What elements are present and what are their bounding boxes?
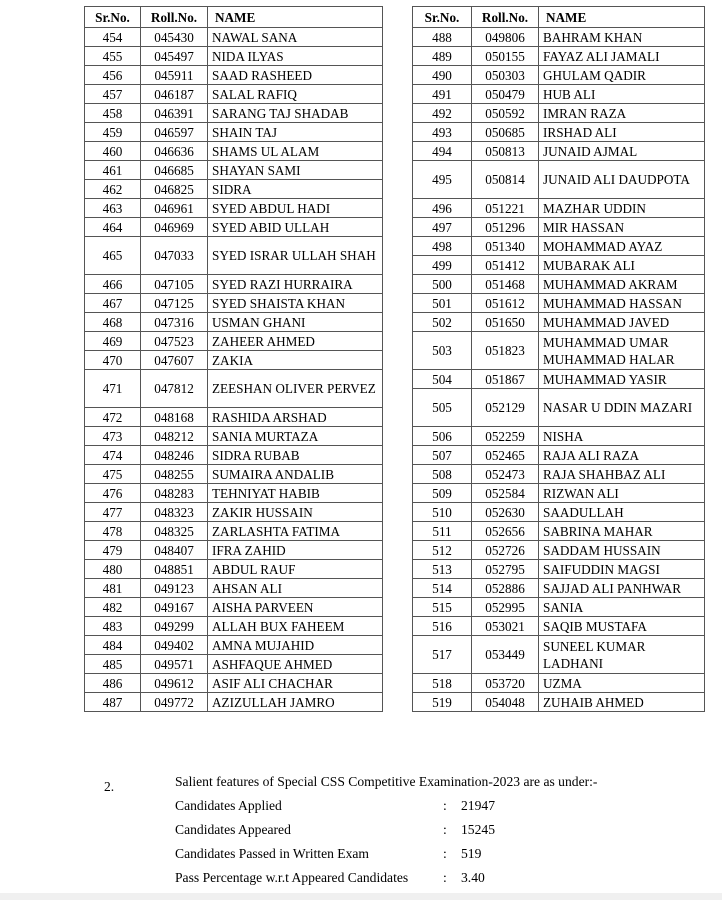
table-header-row <box>85 7 383 28</box>
table-row <box>413 522 705 541</box>
table-row <box>85 427 383 446</box>
cell-sr-no: 497 <box>413 218 472 237</box>
cell-name: SHAIN TAJ <box>208 123 383 142</box>
table-row <box>85 275 383 294</box>
cell-sr-no: 496 <box>413 199 472 218</box>
cell-name: SARANG TAJ SHADAB <box>208 104 383 123</box>
cell-sr-no: 484 <box>85 636 141 655</box>
cell-roll-no: 047607 <box>141 351 208 370</box>
cell-roll-no: 052726 <box>472 541 539 560</box>
table-row <box>413 275 705 294</box>
cell-name: AHSAN ALI <box>208 579 383 598</box>
cell-roll-no: 047316 <box>141 313 208 332</box>
cell-sr-no: 480 <box>85 560 141 579</box>
cell-name: AZIZULLAH JAMRO <box>208 693 383 712</box>
cell-roll-no: 047523 <box>141 332 208 351</box>
cell-sr-no: 512 <box>413 541 472 560</box>
table-row <box>85 636 383 655</box>
cell-sr-no: 511 <box>413 522 472 541</box>
cell-roll-no: 051612 <box>472 294 539 313</box>
cell-roll-no: 045430 <box>141 28 208 47</box>
cell-roll-no: 047105 <box>141 275 208 294</box>
cell-roll-no: 048323 <box>141 503 208 522</box>
cell-name: SIDRA RUBAB <box>208 446 383 465</box>
cell-roll-no: 047033 <box>141 237 208 275</box>
cell-sr-no: 505 <box>413 389 472 427</box>
cell-sr-no: 457 <box>85 85 141 104</box>
cell-sr-no: 501 <box>413 294 472 313</box>
cell-roll-no: 048325 <box>141 522 208 541</box>
cell-roll-no: 048246 <box>141 446 208 465</box>
cell-sr-no: 466 <box>85 275 141 294</box>
table-row <box>85 142 383 161</box>
cell-roll-no: 051296 <box>472 218 539 237</box>
table-row <box>413 123 705 142</box>
cell-sr-no: 486 <box>85 674 141 693</box>
table-row <box>85 598 383 617</box>
cell-roll-no: 048212 <box>141 427 208 446</box>
cell-roll-no: 051340 <box>472 237 539 256</box>
cell-sr-no: 487 <box>85 693 141 712</box>
cell-name: JUNAID ALI DAUDPOTA <box>539 161 705 199</box>
cell-sr-no: 455 <box>85 47 141 66</box>
cell-name: RAJA ALI RAZA <box>539 446 705 465</box>
cell-name: MOHAMMAD AYAZ <box>539 237 705 256</box>
cell-name: SAJJAD ALI PANHWAR <box>539 579 705 598</box>
cell-roll-no: 048168 <box>141 408 208 427</box>
table-row <box>85 674 383 693</box>
table-row <box>413 218 705 237</box>
table-row <box>413 332 705 370</box>
cell-roll-no: 049772 <box>141 693 208 712</box>
column-header-roll-no: Roll.No. <box>141 7 208 28</box>
cell-roll-no: 049571 <box>141 655 208 674</box>
page-bottom-band <box>0 893 722 900</box>
cell-roll-no: 051412 <box>472 256 539 275</box>
table-row <box>85 617 383 636</box>
cell-name: NAWAL SANA <box>208 28 383 47</box>
cell-sr-no: 460 <box>85 142 141 161</box>
cell-name: FAYAZ ALI JAMALI <box>539 47 705 66</box>
column-header-roll-no: Roll.No. <box>472 7 539 28</box>
cell-name: SALAL RAFIQ <box>208 85 383 104</box>
cell-roll-no: 045497 <box>141 47 208 66</box>
cell-sr-no: 499 <box>413 256 472 275</box>
table-row <box>85 28 383 47</box>
table-body-left <box>85 28 383 712</box>
cell-roll-no: 051221 <box>472 199 539 218</box>
cell-name: HUB ALI <box>539 85 705 104</box>
table-row <box>413 484 705 503</box>
table-body-right <box>413 28 705 712</box>
cell-sr-no: 483 <box>85 617 141 636</box>
cell-sr-no: 475 <box>85 465 141 484</box>
cell-sr-no: 481 <box>85 579 141 598</box>
table-row <box>85 313 383 332</box>
cell-roll-no: 052656 <box>472 522 539 541</box>
cell-roll-no: 051867 <box>472 370 539 389</box>
table-row <box>413 541 705 560</box>
cell-sr-no: 502 <box>413 313 472 332</box>
summary-stat-row <box>175 794 695 818</box>
cell-sr-no: 517 <box>413 636 472 674</box>
cell-sr-no: 464 <box>85 218 141 237</box>
cell-name: JUNAID AJMAL <box>539 142 705 161</box>
cell-roll-no: 052795 <box>472 560 539 579</box>
table-header-row <box>413 7 705 28</box>
table-row <box>85 522 383 541</box>
cell-roll-no: 050685 <box>472 123 539 142</box>
table-row <box>413 199 705 218</box>
column-header-sr-no: Sr.No. <box>85 7 141 28</box>
cell-name: ASIF ALI CHACHAR <box>208 674 383 693</box>
table-row <box>85 294 383 313</box>
table-row <box>85 161 383 180</box>
summary-stat-colon: : <box>443 846 447 861</box>
cell-roll-no: 046825 <box>141 180 208 199</box>
table-row <box>85 104 383 123</box>
cell-name: RASHIDA ARSHAD <box>208 408 383 427</box>
table-row <box>413 579 705 598</box>
cell-sr-no: 518 <box>413 674 472 693</box>
cell-name: TEHNIYAT HABIB <box>208 484 383 503</box>
table-row <box>413 47 705 66</box>
cell-name: SYED ISRAR ULLAH SHAH <box>208 237 383 275</box>
cell-name: ALLAH BUX FAHEEM <box>208 617 383 636</box>
summary-stat-colon: : <box>443 798 447 813</box>
table-row <box>85 408 383 427</box>
table-row <box>85 180 383 199</box>
summary-stat-value: 3.40 <box>461 870 485 885</box>
cell-sr-no: 461 <box>85 161 141 180</box>
cell-sr-no: 471 <box>85 370 141 408</box>
results-table-left <box>84 6 383 712</box>
cell-name: SYED ABDUL HADI <box>208 199 383 218</box>
cell-roll-no: 052886 <box>472 579 539 598</box>
results-table-right <box>412 6 705 712</box>
cell-sr-no: 490 <box>413 66 472 85</box>
table-row <box>85 465 383 484</box>
table-row <box>413 674 705 693</box>
cell-sr-no: 495 <box>413 161 472 199</box>
summary-list-marker: 2. <box>104 779 115 794</box>
table-row <box>413 28 705 47</box>
table-row <box>413 598 705 617</box>
cell-sr-no: 469 <box>85 332 141 351</box>
table-row <box>85 332 383 351</box>
cell-roll-no: 049167 <box>141 598 208 617</box>
table-row <box>413 636 705 674</box>
table-row <box>413 142 705 161</box>
table-row <box>413 465 705 484</box>
cell-sr-no: 500 <box>413 275 472 294</box>
cell-name: MAZHAR UDDIN <box>539 199 705 218</box>
cell-sr-no: 509 <box>413 484 472 503</box>
summary-stat-row <box>175 842 695 866</box>
cell-name: ASHFAQUE AHMED <box>208 655 383 674</box>
table-row <box>85 47 383 66</box>
cell-roll-no: 049402 <box>141 636 208 655</box>
cell-roll-no: 050303 <box>472 66 539 85</box>
cell-roll-no: 047812 <box>141 370 208 408</box>
cell-sr-no: 463 <box>85 199 141 218</box>
cell-name: ZAHEER AHMED <box>208 332 383 351</box>
cell-sr-no: 491 <box>413 85 472 104</box>
summary-heading: Salient features of Special CSS Competitive Examination-2023 are as under:- <box>175 774 598 789</box>
cell-roll-no: 054048 <box>472 693 539 712</box>
cell-roll-no: 048851 <box>141 560 208 579</box>
cell-sr-no: 485 <box>85 655 141 674</box>
summary-stat-label: Candidates Passed in Written Exam <box>175 846 370 861</box>
cell-sr-no: 474 <box>85 446 141 465</box>
table-row <box>85 85 383 104</box>
table-row <box>413 560 705 579</box>
cell-sr-no: 472 <box>85 408 141 427</box>
cell-roll-no: 046961 <box>141 199 208 218</box>
cell-roll-no: 048283 <box>141 484 208 503</box>
cell-name: SAADULLAH <box>539 503 705 522</box>
cell-sr-no: 493 <box>413 123 472 142</box>
cell-name: RAJA SHAHBAZ ALI <box>539 465 705 484</box>
cell-name: SHAYAN SAMI <box>208 161 383 180</box>
cell-name: MUHAMMAD AKRAM <box>539 275 705 294</box>
table-row <box>85 218 383 237</box>
cell-roll-no: 046636 <box>141 142 208 161</box>
cell-name: IFRA ZAHID <box>208 541 383 560</box>
cell-roll-no: 048407 <box>141 541 208 560</box>
table-row <box>85 503 383 522</box>
cell-roll-no: 049123 <box>141 579 208 598</box>
summary-stat-colon: : <box>443 870 447 885</box>
cell-sr-no: 507 <box>413 446 472 465</box>
cell-name: RIZWAN ALI <box>539 484 705 503</box>
cell-sr-no: 503 <box>413 332 472 370</box>
cell-name: AMNA MUJAHID <box>208 636 383 655</box>
cell-sr-no: 506 <box>413 427 472 446</box>
cell-sr-no: 504 <box>413 370 472 389</box>
cell-name: NISHA <box>539 427 705 446</box>
cell-roll-no: 053720 <box>472 674 539 693</box>
table-row <box>413 294 705 313</box>
cell-name: BAHRAM KHAN <box>539 28 705 47</box>
cell-name: ZEESHAN OLIVER PERVEZ <box>208 370 383 408</box>
cell-roll-no: 051823 <box>472 332 539 370</box>
table-row <box>413 370 705 389</box>
cell-name: SIDRA <box>208 180 383 199</box>
cell-name: MUHAMMAD HASSAN <box>539 294 705 313</box>
column-header-name: NAME <box>208 7 383 28</box>
cell-roll-no: 046969 <box>141 218 208 237</box>
cell-roll-no: 052259 <box>472 427 539 446</box>
cell-roll-no: 053021 <box>472 617 539 636</box>
cell-roll-no: 052465 <box>472 446 539 465</box>
cell-roll-no: 046187 <box>141 85 208 104</box>
cell-name: SHAMS UL ALAM <box>208 142 383 161</box>
cell-sr-no: 465 <box>85 237 141 275</box>
cell-roll-no: 050813 <box>472 142 539 161</box>
cell-name: SAAD RASHEED <box>208 66 383 85</box>
summary-stat-label: Candidates Applied <box>175 798 282 813</box>
cell-name: ZARLASHTA FATIMA <box>208 522 383 541</box>
table-header-right <box>413 7 705 28</box>
table-row <box>413 256 705 275</box>
cell-sr-no: 458 <box>85 104 141 123</box>
cell-roll-no: 049299 <box>141 617 208 636</box>
cell-name: MUBARAK ALI <box>539 256 705 275</box>
table-header-left <box>85 7 383 28</box>
table-row <box>413 161 705 199</box>
table-row <box>85 560 383 579</box>
cell-roll-no: 052995 <box>472 598 539 617</box>
cell-name: SADDAM HUSSAIN <box>539 541 705 560</box>
cell-roll-no: 051468 <box>472 275 539 294</box>
summary-stat-value: 519 <box>461 846 482 861</box>
cell-sr-no: 510 <box>413 503 472 522</box>
cell-roll-no: 053449 <box>472 636 539 674</box>
cell-sr-no: 494 <box>413 142 472 161</box>
table-row <box>413 693 705 712</box>
cell-name: USMAN GHANI <box>208 313 383 332</box>
summary-stat-value: 15245 <box>461 822 495 837</box>
cell-name: IRSHAD ALI <box>539 123 705 142</box>
cell-name: UZMA <box>539 674 705 693</box>
cell-name: SAQIB MUSTAFA <box>539 617 705 636</box>
cell-name: NASAR U DDIN MAZARI <box>539 389 705 427</box>
cell-roll-no: 052129 <box>472 389 539 427</box>
cell-roll-no: 050479 <box>472 85 539 104</box>
cell-roll-no: 051650 <box>472 313 539 332</box>
summary-body <box>175 770 695 890</box>
cell-sr-no: 456 <box>85 66 141 85</box>
summary-stat-row <box>175 818 695 842</box>
cell-sr-no: 468 <box>85 313 141 332</box>
cell-sr-no: 508 <box>413 465 472 484</box>
cell-sr-no: 478 <box>85 522 141 541</box>
cell-sr-no: 492 <box>413 104 472 123</box>
cell-name: ZAKIA <box>208 351 383 370</box>
table-row <box>85 237 383 275</box>
cell-sr-no: 462 <box>85 180 141 199</box>
cell-roll-no: 050592 <box>472 104 539 123</box>
column-header-name: NAME <box>539 7 705 28</box>
table-row <box>85 484 383 503</box>
cell-sr-no: 473 <box>85 427 141 446</box>
table-row <box>85 351 383 370</box>
summary-stats-list <box>175 794 695 890</box>
cell-name: NIDA ILYAS <box>208 47 383 66</box>
cell-sr-no: 479 <box>85 541 141 560</box>
table-row <box>413 389 705 427</box>
cell-sr-no: 477 <box>85 503 141 522</box>
cell-roll-no: 049806 <box>472 28 539 47</box>
column-header-sr-no: Sr.No. <box>413 7 472 28</box>
cell-roll-no: 046391 <box>141 104 208 123</box>
cell-roll-no: 052473 <box>472 465 539 484</box>
cell-sr-no: 482 <box>85 598 141 617</box>
table-row <box>413 427 705 446</box>
table-row <box>413 313 705 332</box>
table-row <box>413 503 705 522</box>
cell-name: SUMAIRA ANDALIB <box>208 465 383 484</box>
table-row <box>413 617 705 636</box>
table-row <box>85 199 383 218</box>
cell-sr-no: 454 <box>85 28 141 47</box>
cell-name: MIR HASSAN <box>539 218 705 237</box>
table-row <box>85 693 383 712</box>
cell-name: SUNEEL KUMAR LADHANI <box>539 636 705 674</box>
cell-name: SANIA MURTAZA <box>208 427 383 446</box>
cell-sr-no: 489 <box>413 47 472 66</box>
cell-name: SAIFUDDIN MAGSI <box>539 560 705 579</box>
summary-stat-label: Pass Percentage w.r.t Appeared Candidates <box>175 870 409 885</box>
cell-sr-no: 519 <box>413 693 472 712</box>
cell-sr-no: 476 <box>85 484 141 503</box>
cell-roll-no: 052584 <box>472 484 539 503</box>
table-row <box>85 579 383 598</box>
summary-stat-colon: : <box>443 822 447 837</box>
cell-name: SANIA <box>539 598 705 617</box>
table-row <box>85 66 383 85</box>
cell-name: ZUHAIB AHMED <box>539 693 705 712</box>
cell-roll-no: 050814 <box>472 161 539 199</box>
cell-name: SYED SHAISTA KHAN <box>208 294 383 313</box>
cell-name: IMRAN RAZA <box>539 104 705 123</box>
table-row <box>85 123 383 142</box>
table-row <box>85 446 383 465</box>
cell-name: SYED RAZI HURRAIRA <box>208 275 383 294</box>
cell-sr-no: 488 <box>413 28 472 47</box>
summary-stat-value: 21947 <box>461 798 495 813</box>
table-row <box>413 66 705 85</box>
cell-name: GHULAM QADIR <box>539 66 705 85</box>
cell-sr-no: 514 <box>413 579 472 598</box>
cell-name: MUHAMMAD UMAR MUHAMMAD HALAR <box>539 332 705 370</box>
table-row <box>85 541 383 560</box>
cell-roll-no: 046685 <box>141 161 208 180</box>
cell-name: SYED ABID ULLAH <box>208 218 383 237</box>
cell-sr-no: 498 <box>413 237 472 256</box>
cell-name: MUHAMMAD JAVED <box>539 313 705 332</box>
table-row <box>413 446 705 465</box>
cell-name: SABRINA MAHAR <box>539 522 705 541</box>
summary-stat-row <box>175 866 695 890</box>
cell-roll-no: 048255 <box>141 465 208 484</box>
table-row <box>85 655 383 674</box>
table-row <box>413 85 705 104</box>
cell-roll-no: 050155 <box>472 47 539 66</box>
table-row <box>85 370 383 408</box>
cell-name: ZAKIR HUSSAIN <box>208 503 383 522</box>
cell-roll-no: 047125 <box>141 294 208 313</box>
table-row <box>413 237 705 256</box>
cell-roll-no: 052630 <box>472 503 539 522</box>
cell-sr-no: 516 <box>413 617 472 636</box>
cell-roll-no: 046597 <box>141 123 208 142</box>
table-row <box>413 104 705 123</box>
cell-sr-no: 515 <box>413 598 472 617</box>
cell-sr-no: 513 <box>413 560 472 579</box>
cell-roll-no: 049612 <box>141 674 208 693</box>
summary-stat-label: Candidates Appeared <box>175 822 291 837</box>
cell-sr-no: 470 <box>85 351 141 370</box>
cell-name: AISHA PARVEEN <box>208 598 383 617</box>
cell-sr-no: 467 <box>85 294 141 313</box>
cell-sr-no: 459 <box>85 123 141 142</box>
cell-name: MUHAMMAD YASIR <box>539 370 705 389</box>
cell-roll-no: 045911 <box>141 66 208 85</box>
cell-name: ABDUL RAUF <box>208 560 383 579</box>
